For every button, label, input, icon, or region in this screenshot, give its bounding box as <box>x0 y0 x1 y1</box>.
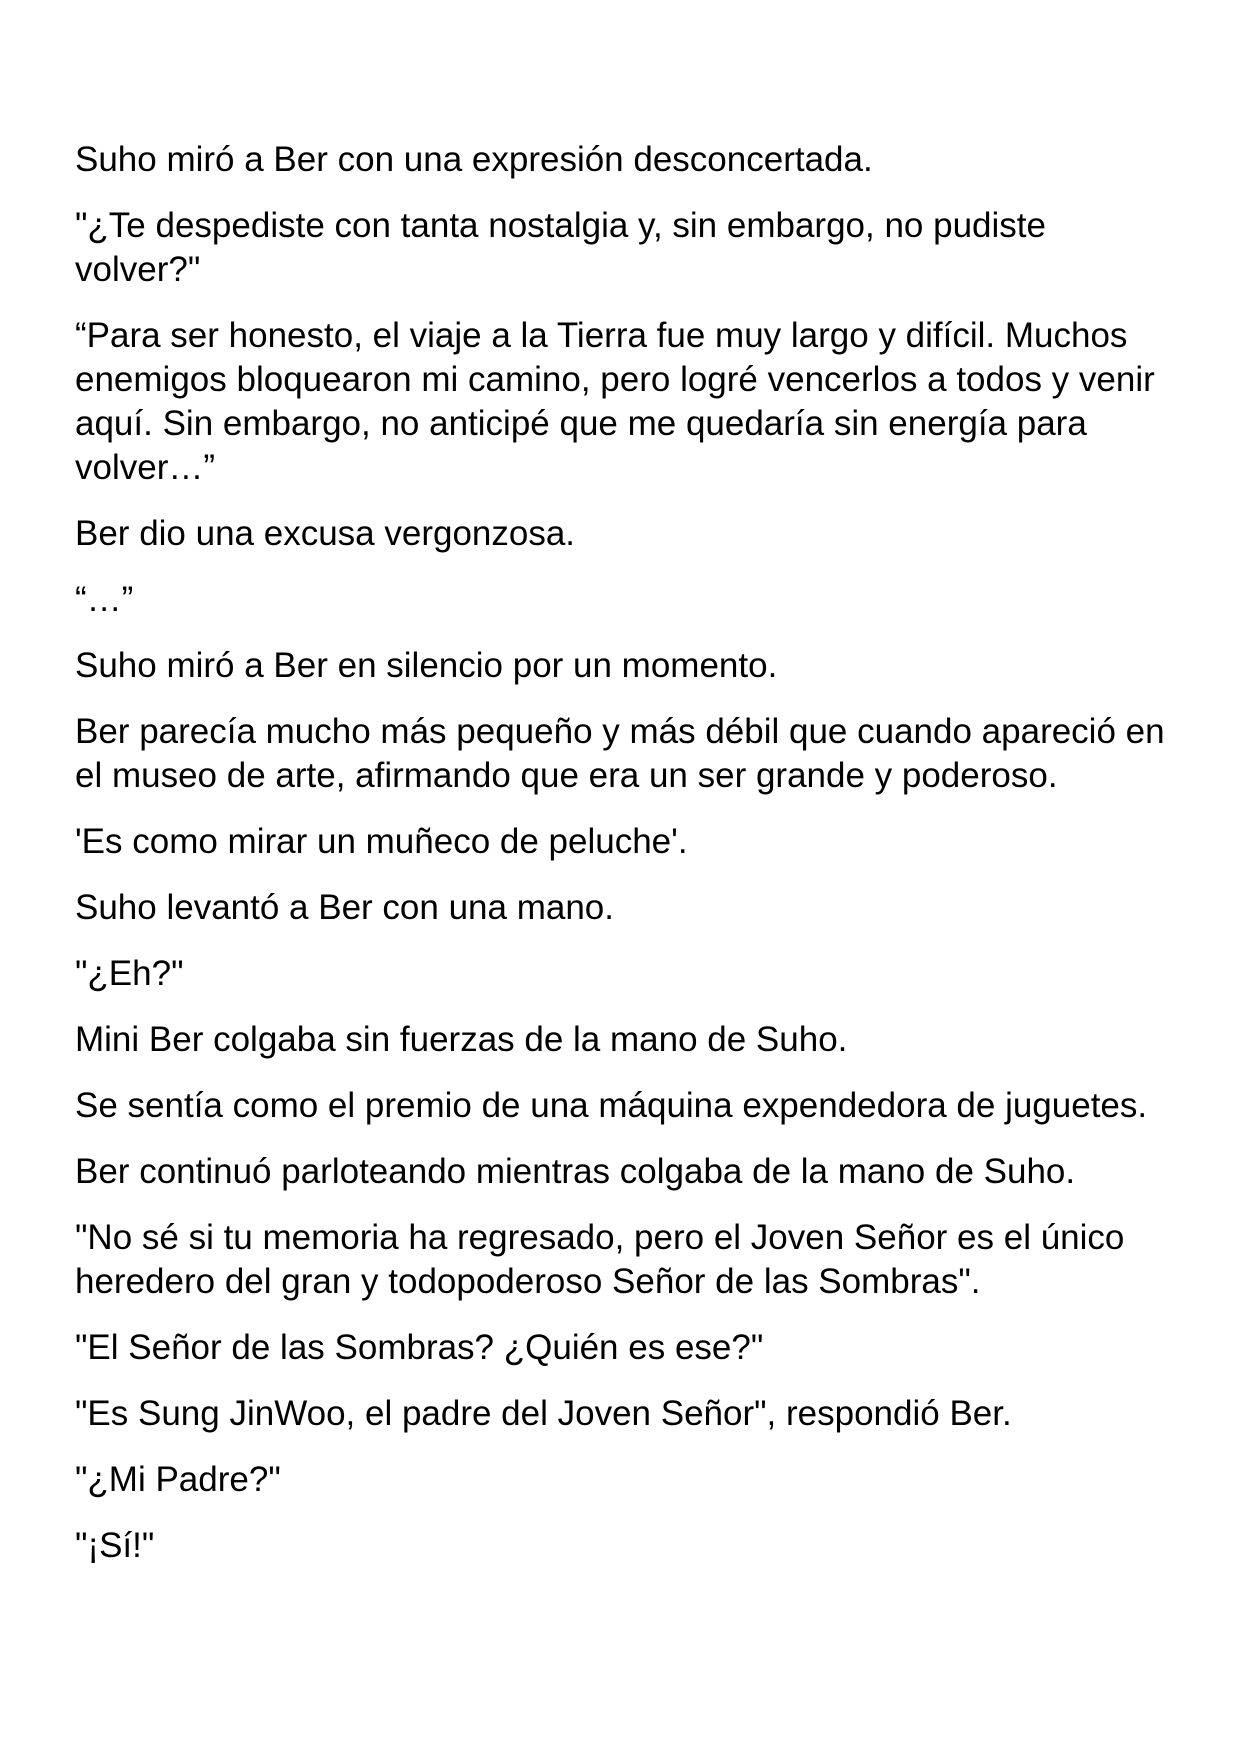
paragraph: Ber continuó parloteando mientras colgaba de la mano de Suho. <box>75 1152 1076 1191</box>
paragraph: "¿Eh?" <box>75 954 184 993</box>
paragraph: Ber parecía mucho más pequeño y más débil que cuando apareció en el museo de arte, afirmando que era un ser grande y poderoso. <box>75 712 1165 795</box>
paragraph: Ber dio una excusa vergonzosa. <box>75 514 576 553</box>
paragraph: "No sé si tu memoria ha regresado, pero el Joven Señor es el único heredero del gran y todopoderoso Señor de las Sombras". <box>75 1218 1125 1301</box>
paragraph: "¡Sí!" <box>75 1526 155 1565</box>
paragraph: Mini Ber colgaba sin fuerzas de la mano de Suho. <box>75 1020 848 1059</box>
paragraph: Suho miró a Ber con una expresión desconcertada. <box>75 140 873 179</box>
paragraph: Se sentía como el premio de una máquina expendedora de juguetes. <box>75 1086 1148 1125</box>
paragraph: Suho miró a Ber en silencio por un momento. <box>75 646 778 685</box>
paragraph: “…” <box>75 580 134 619</box>
paragraph: 'Es como mirar un muñeco de peluche'. <box>75 822 688 861</box>
paragraph: Suho levantó a Ber con una mano. <box>75 888 614 927</box>
paragraph: “Para ser honesto, el viaje a la Tierra fue muy largo y difícil. Muchos enemigos bloquearon mi camino, pero logré vencerlos a todos y venir aquí. Sin embargo, no anticipé que me quedaría sin energía para volver…” <box>75 316 1155 487</box>
paragraph: "Es Sung JinWoo, el padre del Joven Señor", respondió Ber. <box>75 1394 1012 1433</box>
document-body <box>75 138 1175 1590</box>
paragraph: "¿Mi Padre?" <box>75 1460 281 1499</box>
paragraph: "El Señor de las Sombras? ¿Quién es ese?" <box>75 1328 764 1367</box>
paragraph: "¿Te despediste con tanta nostalgia y, sin embargo, no pudiste volver?" <box>75 206 1046 289</box>
